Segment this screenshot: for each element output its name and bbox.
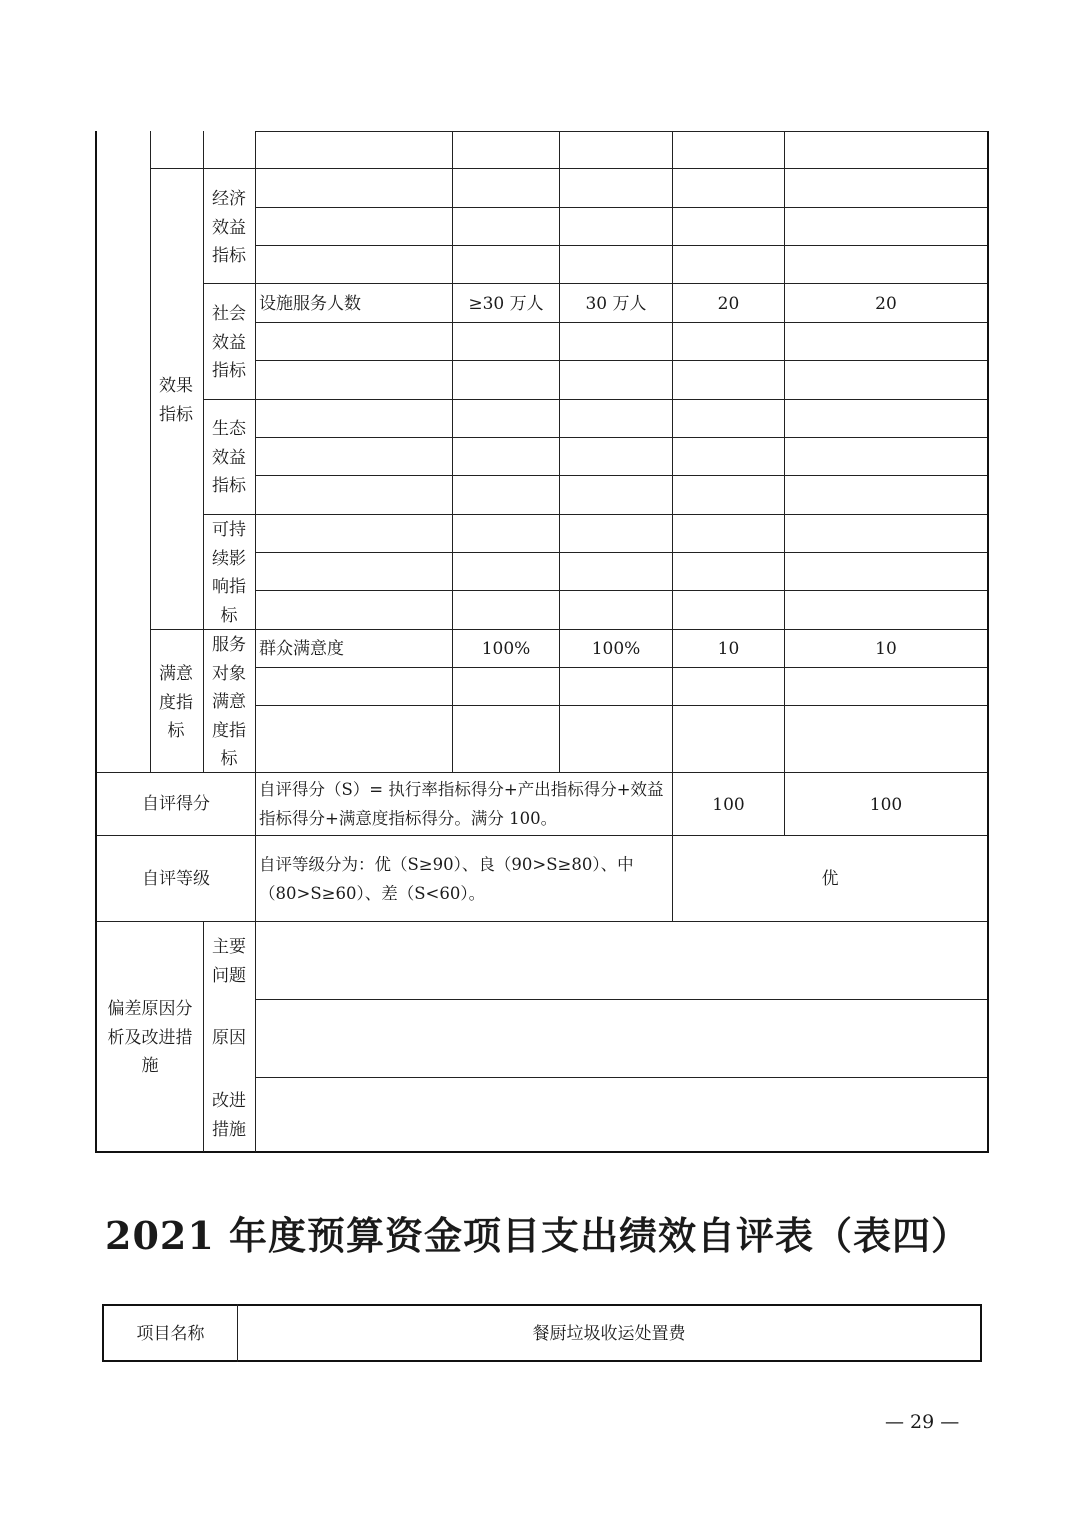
effect-indicators-label: 效果指标: [159, 376, 193, 425]
project-name-value: 餐厨垃圾收运处置费: [532, 1324, 686, 1344]
self-grade-desc-line1: 自评等级分为：优（S≥90）、良（90>S≥80）、中: [259, 855, 634, 874]
self-score-label: 自评得分: [142, 794, 210, 814]
indicator-name: 设施服务人数: [259, 294, 361, 314]
main-problem-label: 主要问题: [212, 937, 246, 986]
project-name-label: 项目名称: [136, 1324, 205, 1344]
indicator-actual: 30 万人: [585, 294, 647, 314]
indicator-weight: 10: [717, 639, 740, 659]
service-object-satisfaction-label: 服务对象满意度指标: [212, 635, 246, 769]
indicator-name: 群众满意度: [259, 639, 344, 659]
indicator-score: 10: [875, 639, 897, 659]
self-grade-label: 自评等级: [142, 869, 210, 889]
self-score-desc-line1: 自评得分（S）= 执行率指标得分+产出指标得分+效益: [259, 780, 664, 799]
indicator-target: ≥30 万人: [468, 294, 544, 314]
sustainable-impact-label: 可持续影响指标: [212, 520, 246, 626]
indicator-actual: 100%: [591, 639, 641, 659]
ecological-benefit-label: 生态效益指标: [212, 419, 246, 496]
self-grade-desc-line2: （80>S≥60）、差（S<60）。: [259, 884, 486, 903]
reason-label: 原因: [212, 1028, 246, 1048]
economic-benefit-label: 经济效益指标: [212, 189, 246, 266]
self-score-value: 100: [869, 795, 903, 815]
self-grade-value: 优: [821, 869, 839, 889]
indicator-weight: 20: [717, 294, 740, 314]
self-score-desc-line2: 指标得分+满意度指标得分。满分 100。: [259, 809, 558, 828]
indicator-target: 100%: [481, 639, 531, 659]
social-benefit-label: 社会效益指标: [212, 304, 246, 381]
satisfaction-indicators-label: 满意度指标: [159, 664, 193, 741]
deviation-analysis-label: 偏差原因分析及改进措施: [107, 999, 193, 1076]
document-title: 2021 年度预算资金项目支出绩效自评表（表四）: [105, 1213, 970, 1258]
page-number: — 29 —: [885, 1411, 960, 1433]
improvement-label: 改进措施: [212, 1091, 246, 1140]
self-score-weight: 100: [712, 795, 745, 815]
indicator-score: 20: [875, 294, 897, 314]
